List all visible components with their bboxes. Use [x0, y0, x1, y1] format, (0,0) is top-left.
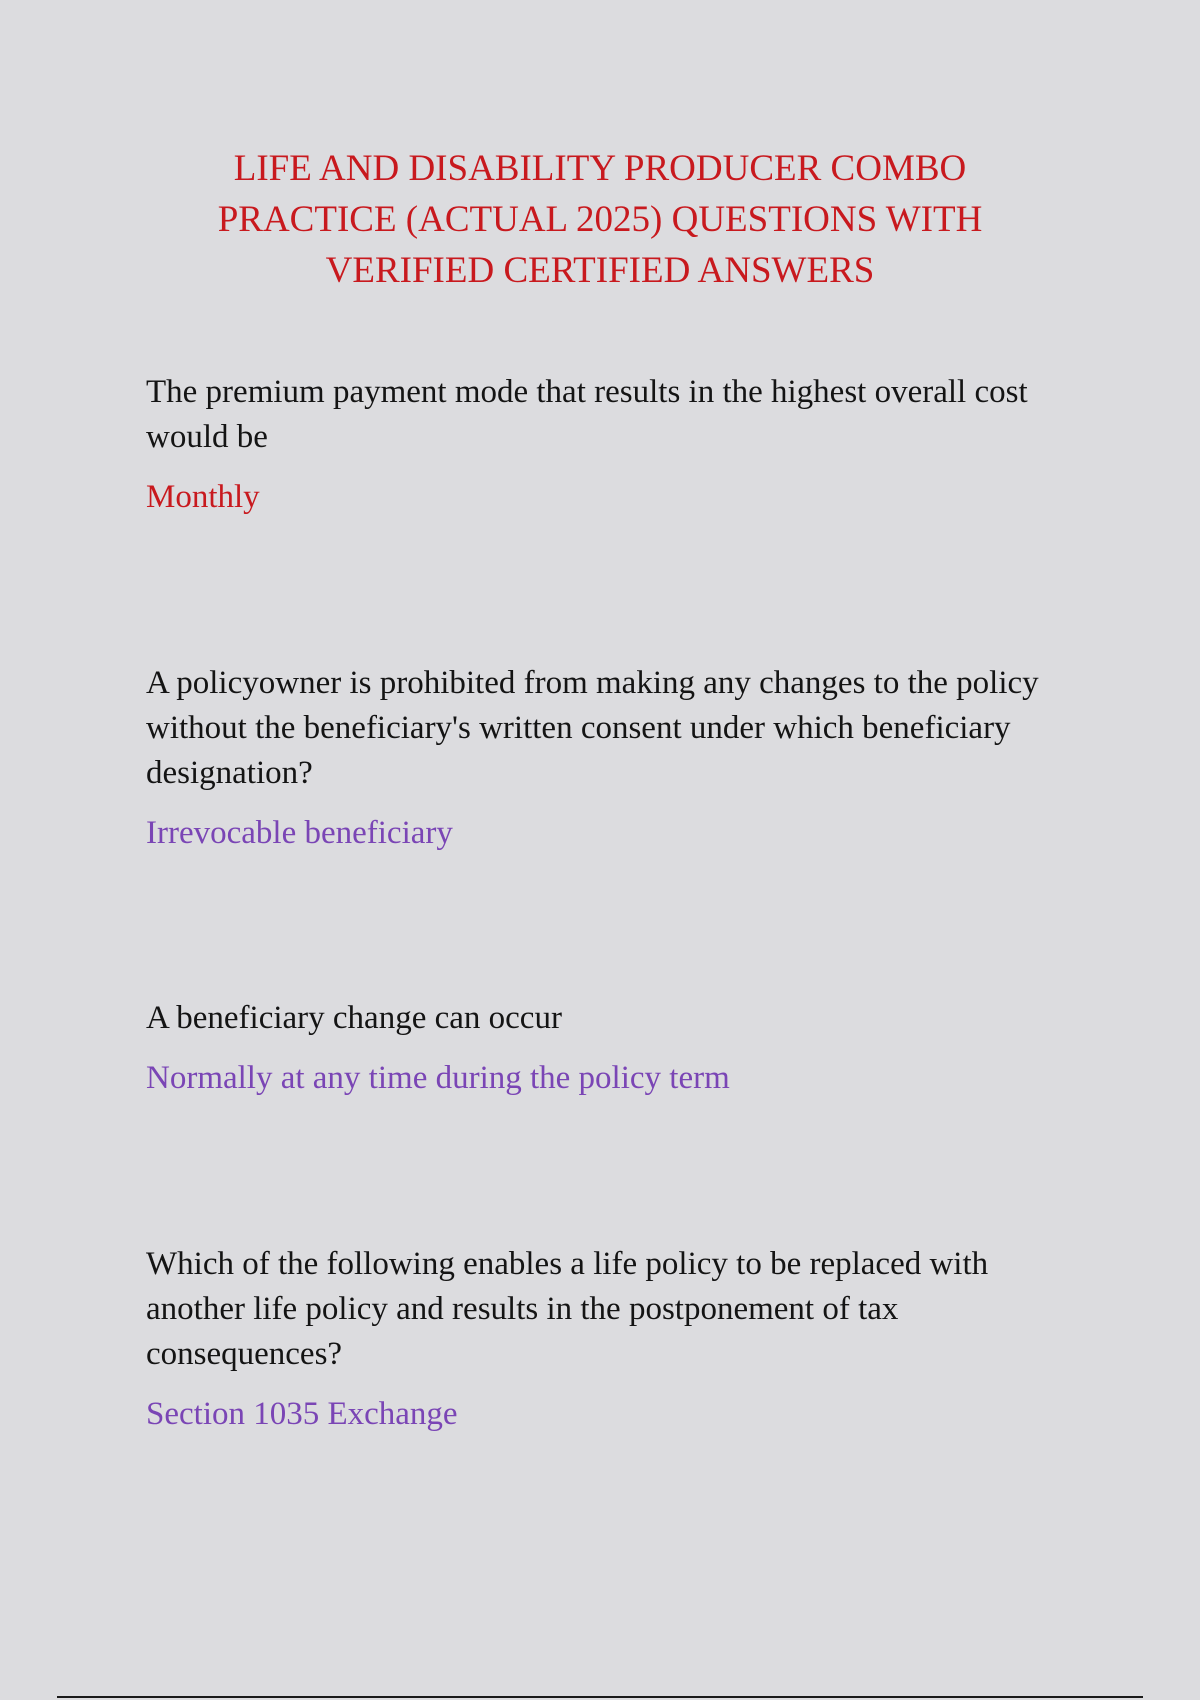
qa-item-3 — [146, 996, 1066, 1101]
qa-item-1 — [146, 370, 1066, 520]
bottom-divider — [57, 1696, 1143, 1698]
page-title: LIFE AND DISABILITY PRODUCER COMBO PRACTICE (ACTUAL 2025) QUESTIONS WITH VERIFIED CERTIFIED ANSWERS — [217, 148, 983, 291]
qa-item-4 — [146, 1242, 1066, 1437]
question-text: The premium payment mode that results in the highest overall cost would be — [146, 374, 1028, 455]
answer-text: Section 1035 Exchange — [146, 1396, 458, 1432]
question-text: A beneficiary change can occur — [146, 1000, 562, 1036]
qa-item-2 — [146, 661, 1066, 856]
question-text: Which of the following enables a life policy to be replaced with another life policy and results in the postponement of tax consequences? — [146, 1246, 989, 1372]
answer-text: Monthly — [146, 479, 260, 515]
answer-text: Normally at any time during the policy term — [146, 1060, 730, 1096]
answer-text: Irrevocable beneficiary — [146, 815, 453, 851]
question-text: A policyowner is prohibited from making any changes to the policy without the beneficiary's written consent under which beneficiary designation? — [146, 665, 1039, 791]
